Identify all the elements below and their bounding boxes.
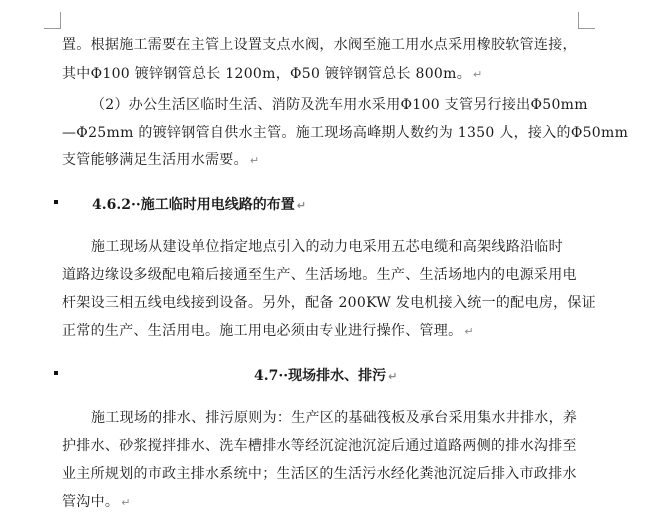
body-line: 管沟中。 ↵	[62, 494, 131, 510]
body-line: 护排水、砂浆搅拌排水、洗车槽排水等经沉淀池沉淀后通过道路两侧的排水沟排至	[62, 438, 577, 454]
section-number: 4.7	[254, 368, 279, 384]
body-line: 道路边缘设多级配电箱后接通至生产、生活场地。生产、生活场地内的电源采用电	[62, 267, 577, 283]
section-title: 现场排水、排污	[288, 368, 387, 384]
paragraph-mark: ↵	[388, 370, 398, 383]
body-line: 置。根据施工需要在主管上设置支点水阀，水阀至施工用水点采用橡胶软管连接，	[62, 37, 577, 53]
crop-mark-top-left	[44, 12, 61, 29]
body-line: 施工现场从建设单位指定地点引入的动力电采用五芯电缆和高架线路沿临时	[91, 239, 563, 255]
list-bullet	[54, 200, 58, 204]
body-line: —Φ25mm 的镀锌钢管自供水主管。施工现场高峰期人数约为 1350 人，接入的Φ50mm	[62, 125, 629, 141]
section-heading: 4.7··现场排水、排污 ↵	[254, 368, 398, 384]
body-line: 业主所规划的市政主排水系统中；生活区的生活污水经化粪池沉淀后排入市政排水	[62, 466, 577, 482]
paragraph-mark: ↵	[121, 496, 131, 509]
section-heading: 4.6.2··施工临时用电线路的布置 ↵	[92, 197, 306, 213]
paragraph-mark: ↵	[249, 154, 260, 167]
body-line: 其中Φ100 镀锌钢管总长 1200m，Φ50 镀锌钢管总长 800m。 ↵	[62, 66, 483, 82]
list-bullet	[54, 371, 58, 375]
section-title: 施工临时用电线路的布置	[140, 197, 295, 213]
body-line: 支管能够满足生活用水需要。 ↵	[62, 152, 260, 168]
body-line: 杆架设三相五线电线接到设备。另外，配备 200KW 发电机接入统一的配电房，保证	[62, 295, 596, 311]
crop-mark-top-right	[578, 12, 595, 29]
paragraph-mark: ↵	[473, 68, 483, 81]
paragraph-mark: ↵	[296, 199, 306, 212]
body-line: （2）办公生活区临时生活、消防及洗车用水采用Φ100 支管另行接出Φ50mm	[91, 97, 588, 113]
paragraph-mark: ↵	[464, 325, 474, 338]
section-number: 4.6.2	[92, 197, 131, 213]
body-line: 正常的生产、生活用电。施工用电必须由专业进行操作、管理。 ↵	[62, 323, 474, 339]
body-line: 施工现场的排水、排污原则为：生产区的基础筏板及承台采用集水井排水，养	[91, 410, 578, 426]
